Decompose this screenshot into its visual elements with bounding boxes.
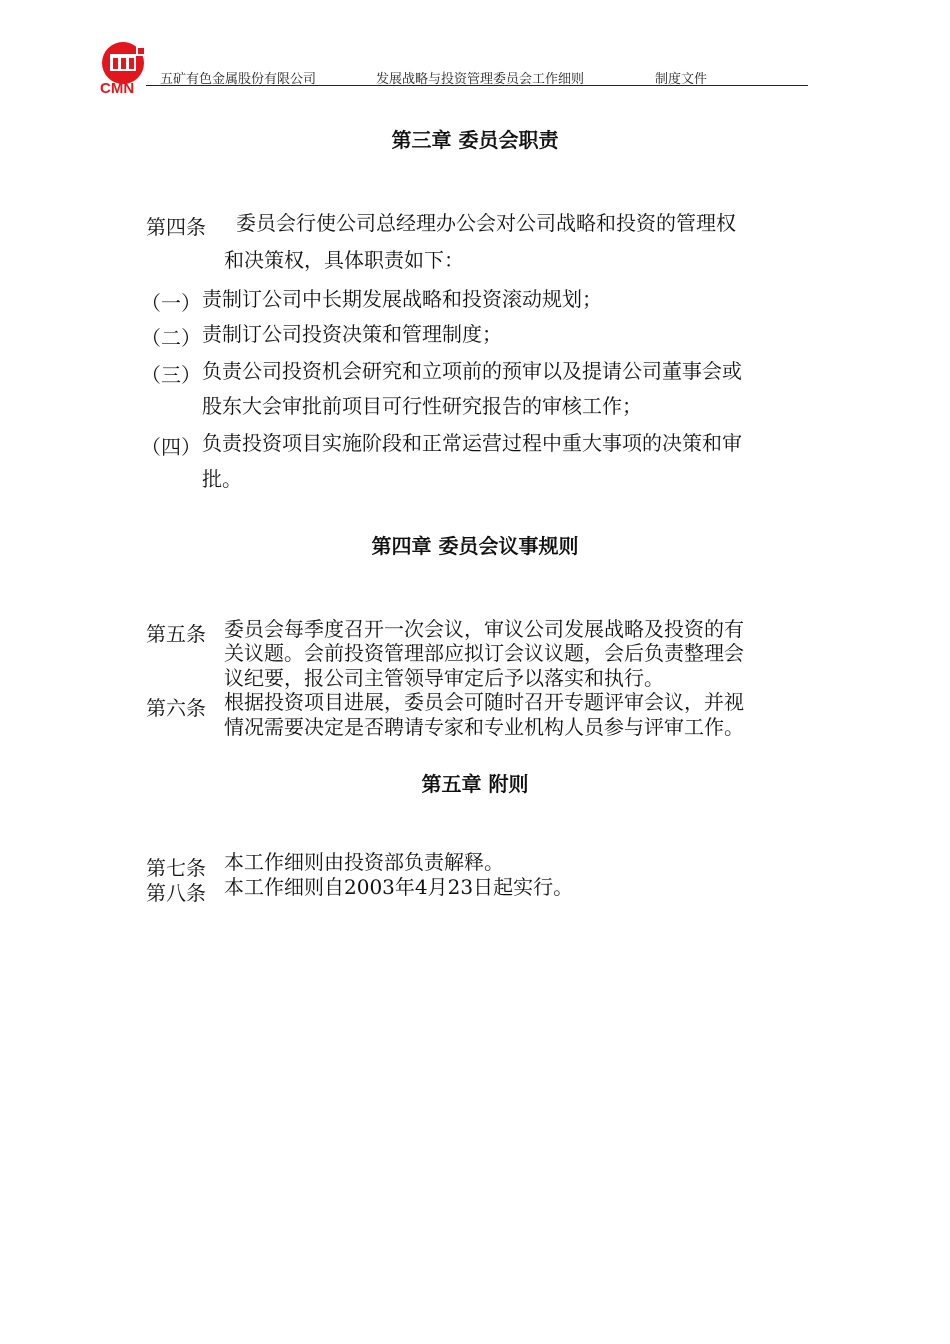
chapter-3-title: 第三章 委员会职责 bbox=[391, 128, 559, 152]
item-3-number: （三） bbox=[141, 363, 201, 387]
article-4-line1: 委员会行使公司总经理办公会对公司战略和投资的管理权 bbox=[236, 211, 736, 235]
item-2-number: （二） bbox=[141, 326, 201, 350]
header-doc-title: 发展战略与投资管理委员会工作细则 bbox=[376, 72, 585, 87]
item-2-text: 责制订公司投资决策和管理制度； bbox=[202, 322, 502, 346]
article-6-line2: 情况需要决定是否聘请专家和专业机构人员参与评审工作。 bbox=[224, 715, 744, 739]
item-3-line1: 负责公司投资机会研究和立项前的预审以及提请公司董事会或 bbox=[202, 359, 742, 383]
item-1-number: （一） bbox=[141, 291, 201, 315]
article-7-label: 第七条 bbox=[146, 856, 206, 880]
article-6-label: 第六条 bbox=[146, 696, 206, 720]
item-3-line2: 股东大会审批前项目可行性研究报告的审核工作； bbox=[202, 394, 642, 418]
chapter-4-title: 第四章 委员会议事规则 bbox=[371, 534, 579, 558]
item-1-text: 责制订公司中长期发展战略和投资滚动规划； bbox=[202, 287, 602, 311]
chapter-5-title: 第五章 附则 bbox=[421, 772, 529, 796]
article-7-text: 本工作细则由投资部负责解释。 bbox=[224, 850, 504, 874]
page-header bbox=[100, 38, 808, 94]
logo-text: CMN bbox=[100, 80, 135, 94]
item-4-line1: 负责投资项目实施阶段和正常运营过程中重大事项的决策和审 bbox=[202, 431, 742, 455]
article-8-label: 第八条 bbox=[146, 881, 206, 905]
item-4-line2: 批。 bbox=[202, 467, 242, 491]
article-4-label: 第四条 bbox=[146, 215, 206, 239]
article-5-line2: 关议题。会前投资管理部应拟订会议议题，会后负责整理会 bbox=[224, 641, 744, 665]
header-doc-type: 制度文件 bbox=[655, 72, 708, 87]
item-4-number: （四） bbox=[141, 435, 201, 459]
header-rule bbox=[146, 85, 808, 86]
article-6-line1: 根据投资项目进展，委员会可随时召开专题评审会议，并视 bbox=[224, 690, 744, 714]
article-4-line2: 和决策权，具体职责如下： bbox=[224, 248, 464, 272]
article-5-label: 第五条 bbox=[146, 622, 206, 646]
article-5-line1: 委员会每季度召开一次会议，审议公司发展战略及投资的有 bbox=[224, 617, 744, 641]
header-company: 五矿有色金属股份有限公司 bbox=[160, 72, 317, 87]
article-8-text: 本工作细则自2003年4月23日起实行。 bbox=[224, 875, 574, 899]
article-5-line3: 议纪要，报公司主管领导审定后予以落实和执行。 bbox=[224, 666, 664, 690]
